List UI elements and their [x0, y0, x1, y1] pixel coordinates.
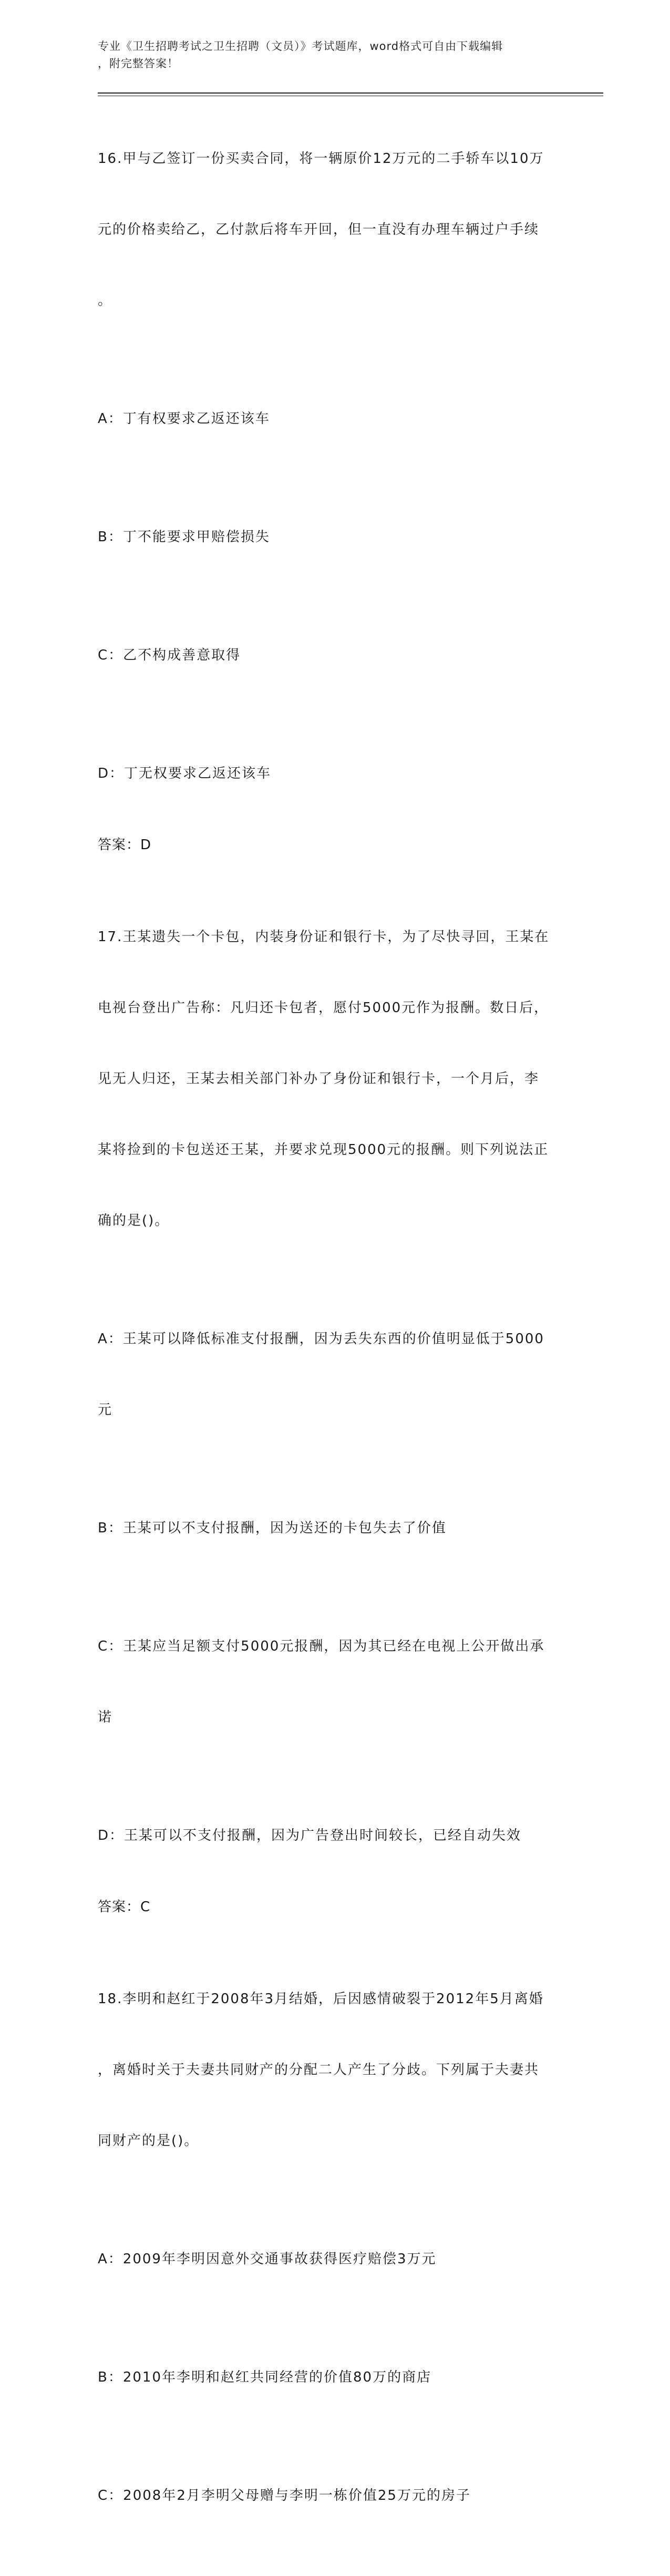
- option-c: [98, 1588, 571, 1777]
- option-text: B：丁不能要求甲赔偿损失: [98, 529, 270, 545]
- question-17: [98, 878, 571, 1919]
- question-stem: [98, 100, 571, 360]
- option-text: A：王某可以降低标准支付报酬，因为丢失东西的价值明显低于5000: [98, 1331, 544, 1347]
- header-line-1: 专业《卫生招聘考试之卫生招聘（文员）》考试题库，word格式可自由下载编辑: [98, 40, 503, 53]
- option-text: C：王某应当足额支付5000元报酬，因为其已经在电视上公开做出承: [98, 1639, 545, 1654]
- answer-label: 答案：C: [98, 1899, 151, 1915]
- question-stem: [98, 878, 560, 1280]
- option-c: [98, 2437, 571, 2555]
- stem-line: 见无人归还，王某去相关部门补办了身份证和银行卡，一个月后，李: [98, 1071, 540, 1087]
- stem-line: 元的价格卖给乙，乙付款后将车开回，但一直没有办理车辆过户手续: [98, 222, 540, 238]
- option-text: D：王某可以不支付报酬，因为广告登出时间较长，已经自动失效: [98, 1828, 522, 1843]
- option-text: D：丁无权要求乙返还该车: [98, 766, 272, 781]
- question-stem: [98, 1940, 560, 2200]
- option-c: [98, 596, 571, 715]
- header-divider-thick: [98, 92, 603, 94]
- stem-line: 17.王某遗失一个卡包，内装身份证和银行卡，为了尽快寻回，王某在: [98, 929, 550, 945]
- question-16: [98, 100, 571, 857]
- document-header: [98, 38, 560, 73]
- option-a: [98, 2200, 571, 2319]
- question-18: [98, 1940, 571, 2555]
- option-a: [98, 1280, 571, 1469]
- stem-line: 18.李明和赵红于2008年3月结婚，后因感情破裂于2012年5月离婚: [98, 1991, 544, 2007]
- stem-line: 电视台登出广告称：凡归还卡包者，愿付5000元作为报酬。数日后，: [98, 1000, 549, 1016]
- option-text: A：2009年李明因意外交通事故获得医疗赔偿3万元: [98, 2251, 437, 2267]
- question-list: [98, 100, 571, 2576]
- option-text: C：乙不构成善意取得: [98, 647, 241, 663]
- stem-line: 同财产的是()。: [98, 2133, 199, 2149]
- option-text-continued: 元: [98, 1402, 113, 1418]
- stem-line: 。: [98, 293, 113, 308]
- option-a: [98, 360, 571, 478]
- option-d: [98, 1777, 571, 1895]
- option-text: B：王某可以不支付报酬，因为送还的卡包失去了价值: [98, 1520, 447, 1536]
- option-b: [98, 478, 571, 596]
- option-d: [98, 715, 571, 833]
- stem-line: 16.甲与乙签订一份买卖合同，将一辆原价12万元的二手轿车以10万: [98, 151, 544, 167]
- option-text: A：丁有权要求乙返还该车: [98, 411, 270, 427]
- stem-line: ，离婚时关于夫妻共同财产的分配二人产生了分歧。下列属于夫妻共: [98, 2062, 540, 2078]
- option-b: [98, 1469, 571, 1588]
- header-line-2: ，附完整答案！: [98, 57, 179, 70]
- option-text: B：2010年李明和赵红共同经营的价值80万的商店: [98, 2369, 432, 2385]
- option-text: C：2008年2月李明父母赠与李明一栋价值25万元的房子: [98, 2488, 471, 2503]
- stem-line: 确的是()。: [98, 1213, 170, 1229]
- stem-line: 某将捡到的卡包送还王某，并要求兑现5000元的报酬。则下列说法正: [98, 1142, 549, 1158]
- option-text-continued: 诺: [98, 1709, 113, 1725]
- answer-label: 答案：D: [98, 837, 152, 853]
- option-b: [98, 2319, 571, 2437]
